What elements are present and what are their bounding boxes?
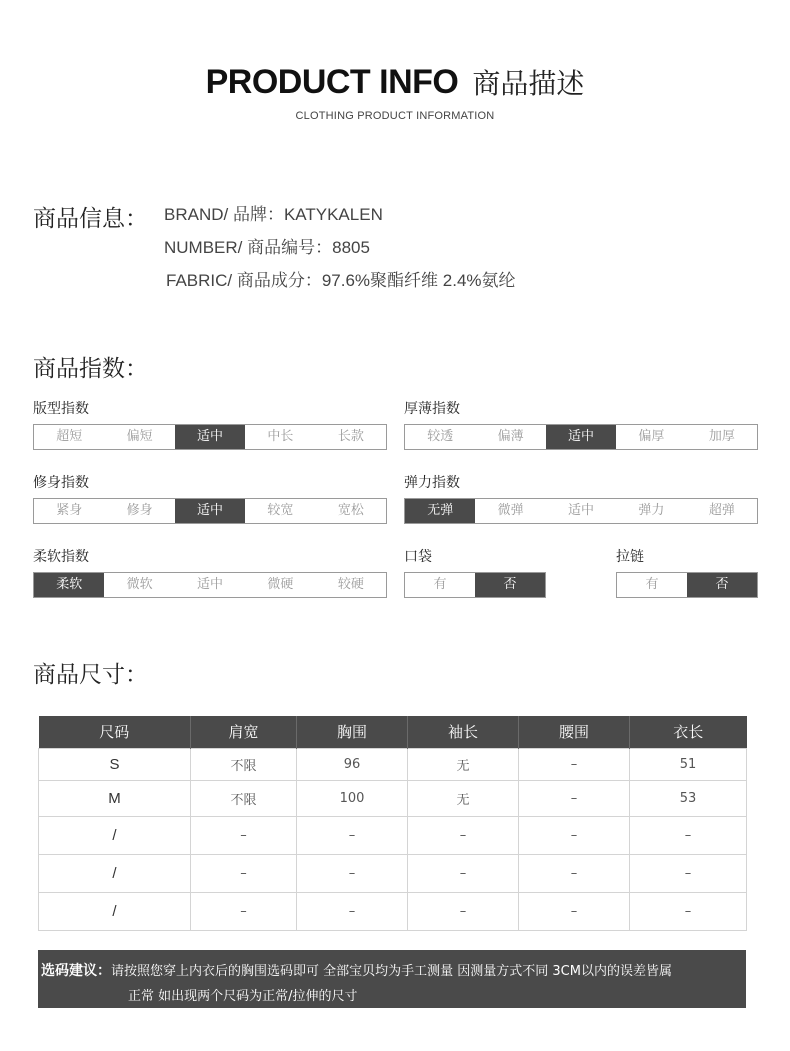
table-cell: S	[39, 748, 191, 780]
slim-index-group	[33, 474, 387, 524]
scale-option: 较透	[427, 429, 454, 444]
header-length: 衣长	[630, 716, 747, 748]
table-cell: 无	[408, 780, 519, 816]
table-row	[39, 780, 747, 816]
fit-index-scale	[33, 424, 387, 450]
fabric-line: FABRIC/ 商品成分：97.6%聚酯纤维 2.4%氨纶	[166, 271, 516, 290]
scale-option: 偏厚	[638, 429, 665, 444]
elasticity-index-label: 弹力指数	[404, 475, 460, 491]
scale-option: 宽松	[337, 503, 364, 518]
zipper-index-label: 拉链	[616, 549, 644, 565]
info-label: 商品信息：	[33, 206, 148, 232]
table-cell: 51	[630, 748, 747, 780]
scale-option: 偏短	[126, 429, 153, 444]
elasticity-index-scale	[404, 498, 758, 524]
header-waist: 腰围	[519, 716, 630, 748]
title-row	[0, 62, 790, 102]
advice-text-1: 请按照您穿上内衣后的胸围选码即可 全部宝贝均为手工测量 因测量方式不同 3CM以内的误差皆属	[111, 964, 672, 979]
zipper-index-group	[616, 548, 758, 598]
table-cell: –	[191, 816, 297, 854]
title-english: PRODUCT INFO	[205, 63, 459, 101]
header-bust: 胸围	[297, 716, 408, 748]
scale-option: 适中	[197, 577, 224, 592]
table-cell: –	[297, 854, 408, 892]
header-size: 尺码	[39, 716, 191, 748]
size-advice-banner	[38, 950, 746, 1008]
page-header	[0, 62, 790, 122]
size-table-header-row	[39, 716, 747, 748]
table-row	[39, 816, 747, 854]
table-row	[39, 854, 747, 892]
header-shoulder: 肩宽	[191, 716, 297, 748]
advice-line-1	[41, 959, 740, 984]
thickness-index-label: 厚薄指数	[404, 401, 460, 417]
elasticity-index-group	[404, 474, 758, 524]
scale-option-selected: 否	[687, 573, 757, 597]
table-cell: 100	[297, 780, 408, 816]
scale-option-selected: 适中	[175, 425, 245, 449]
softness-index-group	[33, 548, 387, 598]
table-cell: –	[297, 816, 408, 854]
table-cell: /	[39, 816, 191, 854]
scale-option: 加厚	[708, 429, 735, 444]
softness-index-scale	[33, 572, 387, 598]
scale-option: 适中	[568, 503, 595, 518]
size-table	[38, 716, 747, 931]
scale-option-selected: 柔软	[34, 573, 104, 597]
scale-option: 有	[645, 577, 659, 592]
brand-line: BRAND/ 品牌：KATYKALEN	[164, 205, 383, 224]
zipper-index-scale	[616, 572, 758, 598]
size-label: 商品尺寸：	[33, 662, 148, 688]
title-chinese: 商品描述	[472, 67, 585, 100]
scale-option: 较宽	[267, 503, 294, 518]
table-cell: 53	[630, 780, 747, 816]
subtitle: CLOTHING PRODUCT INFORMATION	[295, 110, 495, 122]
fit-index-label: 版型指数	[33, 401, 89, 417]
slim-index-scale	[33, 498, 387, 524]
thickness-index-group	[404, 400, 758, 450]
slim-index-label: 修身指数	[33, 475, 89, 491]
softness-index-label: 柔软指数	[33, 549, 89, 565]
table-row	[39, 892, 747, 930]
advice-label: 选码建议：	[41, 963, 111, 979]
table-cell: –	[408, 816, 519, 854]
scale-option: 有	[433, 577, 447, 592]
header-sleeve: 袖长	[408, 716, 519, 748]
table-cell: 不限	[191, 780, 297, 816]
number-line: NUMBER/ 商品编号：8805	[164, 238, 370, 257]
table-cell: –	[630, 816, 747, 854]
table-cell: –	[630, 892, 747, 930]
fit-index-group	[33, 400, 387, 450]
table-cell: –	[519, 780, 630, 816]
scale-option: 偏薄	[497, 429, 524, 444]
table-cell: –	[191, 854, 297, 892]
scale-option-selected: 无弹	[405, 499, 475, 523]
table-cell: –	[519, 816, 630, 854]
table-row	[39, 748, 747, 780]
info-lines	[164, 204, 516, 303]
table-cell: 96	[297, 748, 408, 780]
table-cell: /	[39, 892, 191, 930]
index-label: 商品指数：	[33, 356, 148, 382]
pocket-index-scale	[404, 572, 546, 598]
pocket-index-label: 口袋	[404, 549, 432, 565]
table-cell: –	[630, 854, 747, 892]
table-cell: –	[297, 892, 408, 930]
scale-option: 长款	[337, 429, 364, 444]
advice-text-2: 正常 如出现两个尺码为正常/拉伸的尺寸	[128, 989, 358, 1004]
scale-option: 较硬	[337, 577, 364, 592]
table-cell: –	[519, 854, 630, 892]
table-cell: –	[408, 854, 519, 892]
table-cell: 不限	[191, 748, 297, 780]
table-cell: –	[408, 892, 519, 930]
table-cell: –	[191, 892, 297, 930]
scale-option: 微硬	[267, 577, 294, 592]
scale-option: 超短	[56, 429, 83, 444]
table-cell: 无	[408, 748, 519, 780]
scale-option: 微弹	[497, 503, 524, 518]
scale-option-selected: 否	[475, 573, 545, 597]
scale-option: 紧身	[56, 503, 83, 518]
pocket-index-group	[404, 548, 546, 598]
scale-option: 弹力	[638, 503, 665, 518]
scale-option-selected: 适中	[175, 499, 245, 523]
scale-option: 微软	[126, 577, 153, 592]
table-cell: –	[519, 892, 630, 930]
thickness-index-scale	[404, 424, 758, 450]
scale-option-selected: 适中	[546, 425, 616, 449]
table-cell: M	[39, 780, 191, 816]
scale-option: 超弹	[708, 503, 735, 518]
table-cell: –	[519, 748, 630, 780]
table-cell: /	[39, 854, 191, 892]
scale-option: 中长	[267, 429, 294, 444]
scale-option: 修身	[126, 503, 153, 518]
